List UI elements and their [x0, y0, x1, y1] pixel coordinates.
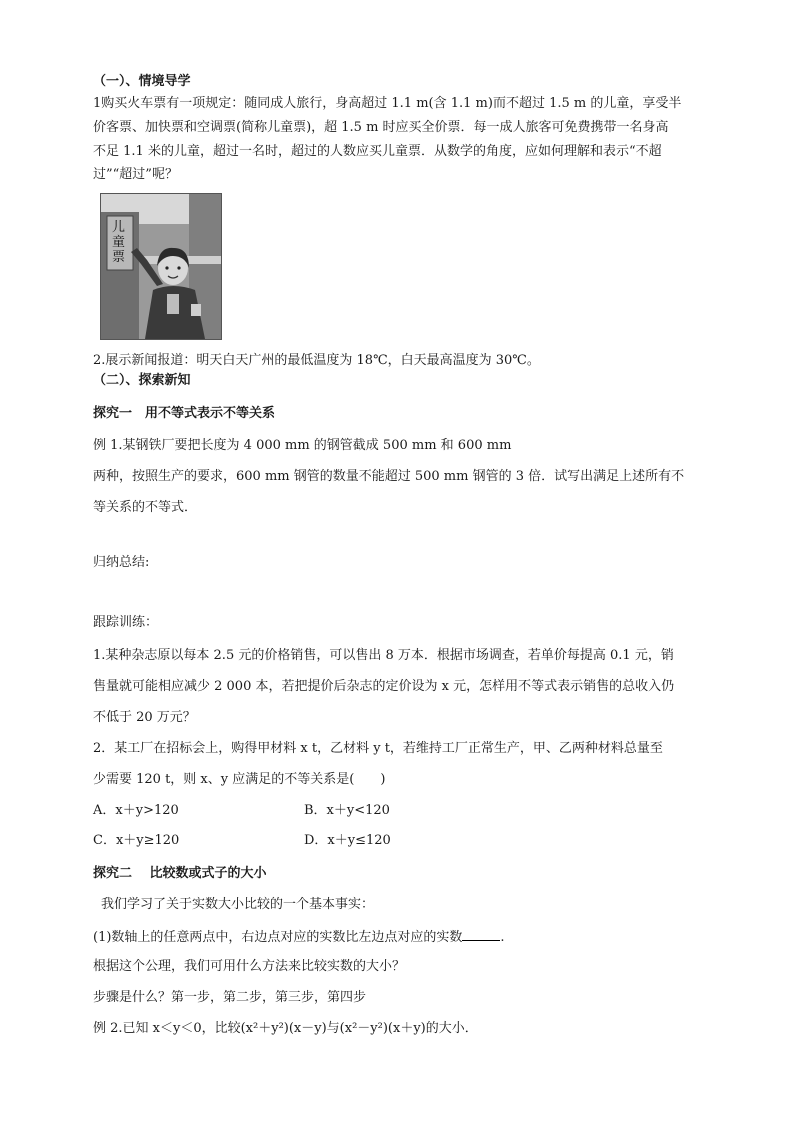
answer-blank[interactable]: [462, 928, 500, 941]
explore2-title: 探究二 比较数或式子的大小: [93, 866, 267, 881]
practice-label: 跟踪训练：: [93, 615, 159, 630]
fact-statement: [93, 928, 505, 946]
fact-statement-end: .: [500, 930, 505, 945]
question2-line2: 少需要 120 t，则 x、y 应满足的不等关系是( ): [93, 772, 386, 787]
example1-line1: 例 1.某钢铁厂要把长度为 4 000 mm 的钢管截成 500 mm 和 600 mm: [93, 438, 512, 453]
paragraph-temperature-news: 2.展示新闻报道：明天白天广州的最低温度为 18℃，白天最高温度为 30℃。: [93, 353, 540, 368]
option-b: B．x＋y<120: [304, 803, 390, 818]
example2: 例 2.已知 x＜y＜0，比较(x²＋y²)(x－y)与(x²－y²)(x＋y)的大小．: [93, 1021, 478, 1036]
paragraph-ticket-rule-line3: 不足 1.1 米的儿童，超过一名时，超过的人数应买儿童票．从数学的角度，应如何理解和表示“不超: [93, 144, 662, 159]
paragraph-ticket-rule-line4: 过”“超过”呢？: [93, 167, 178, 182]
paragraph-ticket-rule-line1: 1购买火车票有一项规定：随同成人旅行，身高超过 1.1 m(含 1.1 m)而不超过 1.5 m 的儿童，享受半: [93, 96, 682, 111]
child-height-photo: [100, 193, 222, 340]
fact-intro: 我们学习了关于实数大小比较的一个基本事实：: [101, 897, 375, 912]
question-method: 根据这个公理，我们可用什么方法来比较实数的大小？: [93, 959, 406, 974]
child-height-illustration: [101, 194, 221, 339]
explore1-title: 探究一 用不等式表示不等关系: [93, 406, 276, 421]
question-steps: 步骤是什么？第一步，第二步，第三步，第四步: [93, 990, 367, 1005]
question1-line3: 不低于 20 万元？: [93, 710, 196, 725]
example1-line2: 两种，按照生产的要求，600 mm 钢管的数量不能超过 500 mm 钢管的 3 倍．试写出满足上述所有不: [93, 469, 685, 484]
fact-statement-text: (1)数轴上的任意两点中，右边点对应的实数比左边点对应的实数: [93, 930, 463, 945]
option-c: C．x＋y≥120: [93, 833, 180, 848]
paragraph-ticket-rule-line2: 价客票、加快票和空调票(简称儿童票)，超 1.5 m 时应买全价票．每一成人旅客可免费携带一名身高: [93, 120, 669, 135]
option-d: D．x＋y≤120: [304, 833, 391, 848]
example1-line3: 等关系的不等式．: [93, 500, 198, 515]
summary-label: 归纳总结:: [93, 555, 150, 570]
photo-sign-text: 儿童票: [112, 220, 126, 265]
option-a: A．x＋y>120: [93, 803, 179, 818]
section-heading-intro: （一）、情境导学: [93, 74, 191, 89]
question1-line1: 1.某种杂志原以每本 2.5 元的价格销售，可以售出 8 万本．根据市场调查，若单价每提高 0.1 元，销: [93, 648, 674, 663]
question2-line1: 2．某工厂在招标会上，购得甲材料 x t，乙材料 y t，若维持工厂正常生产，甲、乙两种材料总量至: [93, 741, 663, 756]
section-heading-explore: （二）、探索新知: [93, 373, 191, 388]
question1-line2: 售量就可能相应减少 2 000 本，若把提价后杂志的定价设为 x 元，怎样用不等式表示销售的总收入仍: [93, 679, 675, 694]
